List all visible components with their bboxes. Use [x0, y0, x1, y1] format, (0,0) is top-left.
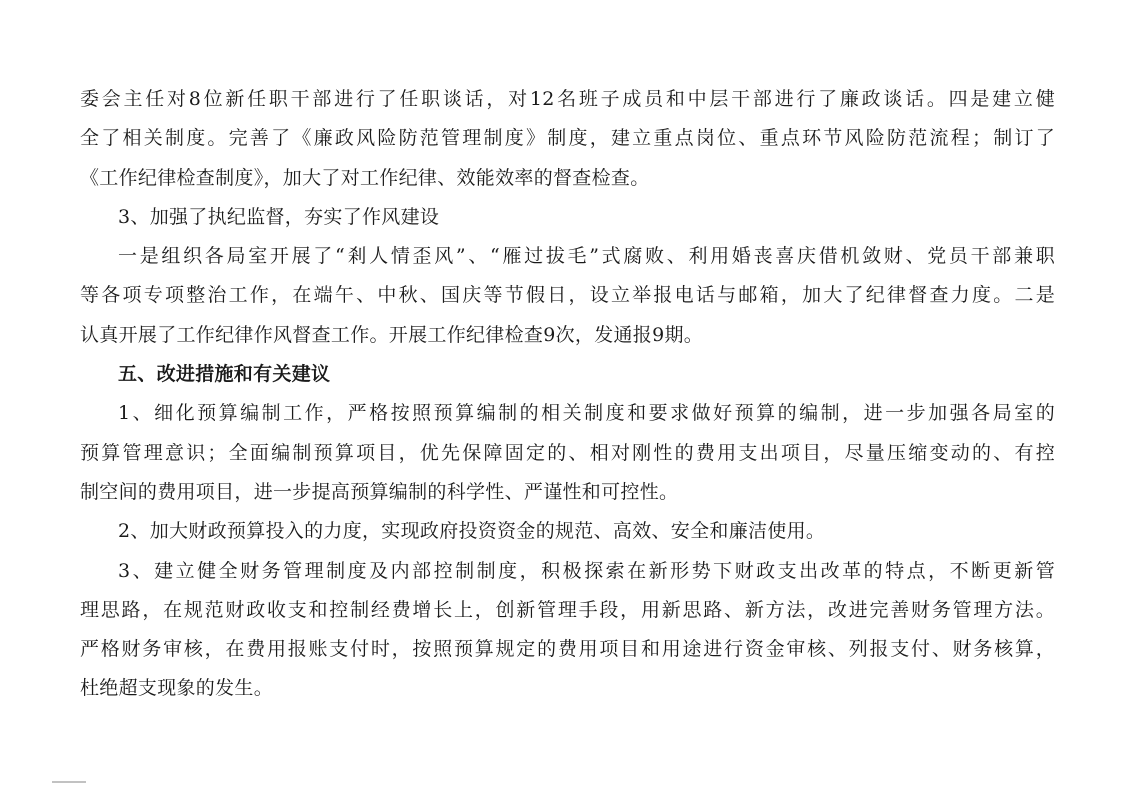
- paragraph-line: 一是组织各局室开展了“剎人情歪风”、“雁过拔毛”式腐败、利用婚丧喜庆借机敛财、党员干部兼职: [118, 245, 1055, 268]
- subsection-heading: 3、加强了执纪监督，夯实了作风建设: [118, 205, 440, 228]
- paragraph-line: 预算管理意识；全面编制预算项目，优先保障固定的、相对刚性的费用支出项目，尽量压缩变动的、有控: [80, 441, 1055, 464]
- paragraph-line: 1、细化预算编制工作，严格按照预算编制的相关制度和要求做好预算的编制，进一步加强各局室的: [118, 402, 1055, 425]
- section-heading: 五、改进措施和有关建议: [118, 363, 331, 386]
- paragraph-line: 2、加大财政预算投入的力度，实现政府投资资金的规范、高效、安全和廉洁使用。: [118, 520, 826, 543]
- paragraph-line: 等各项专项整治工作，在端午、中秋、国庆等节假日，设立举报电话与邮箱，加大了纪律督查力度。二是: [80, 284, 1055, 307]
- document-body: [80, 80, 1055, 709]
- paragraph-line: 杜绝超支现象的发生。: [80, 677, 274, 700]
- paragraph-line: 《工作纪律检查制度》，加大了对工作纪律、效能效率的督查检查。: [80, 166, 650, 189]
- paragraph-line: 制空间的费用项目，进一步提高预算编制的科学性、严谨性和可控性。: [80, 480, 679, 503]
- paragraph-line: 3、建立健全财务管理制度及内部控制制度，积极探索在新形势下财政支出改革的特点，不断更新管: [118, 559, 1055, 582]
- paragraph-line: 理思路，在规范财政收支和控制经费增长上，创新管理手段，用新思路、新方法，改进完善财务管理方法。: [80, 598, 1055, 621]
- paragraph-line: 认真开展了工作纪律作风督查工作。开展工作纪律检查9次，发通报9期。: [80, 323, 704, 346]
- paragraph-line: 严格财务审核，在费用报账支付时，按照预算规定的费用项目和用途进行资金审核、列报支付、财务核算，: [80, 638, 1055, 661]
- scan-mark: [52, 781, 86, 783]
- paragraph-line: 全了相关制度。完善了《廉政风险防范管理制度》制度，建立重点岗位、重点环节风险防范流程；制订了: [80, 127, 1055, 150]
- paragraph-line: 委会主任对8位新任职干部进行了任职谈话，对12名班子成员和中层干部进行了廉政谈话。四是建立健: [80, 88, 1055, 110]
